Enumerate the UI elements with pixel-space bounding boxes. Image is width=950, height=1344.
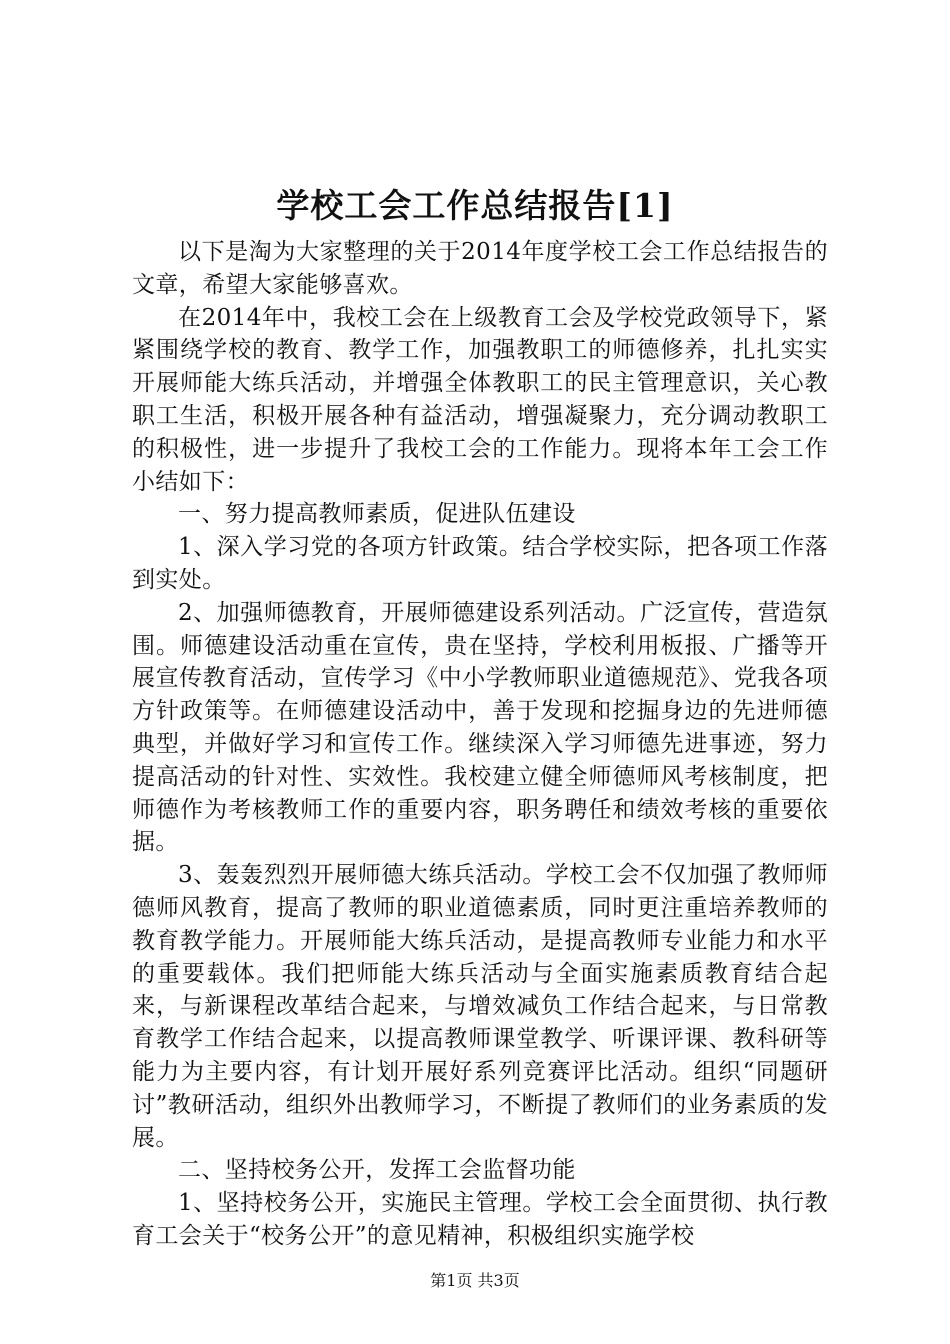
paragraph-intro: 以下是淘为大家整理的关于2014年度学校工会工作总结报告的文章，希望大家能够喜欢。	[132, 239, 828, 298]
paragraph-item-1-3: 3、轰轰烈烈开展师德大练兵活动。学校工会不仅加强了教师师德师风教育，提高了教师的职业道德素质，同时更注重培养教师的教育教学能力。开展师能大练兵活动，是提高教师专业能力和水平的重要载体。我们把师能大练兵活动与全面实施素质教育结合起来，与新课程改革结合起来，与增效减负工作结合起来，与日常教育教学工作结合起来，以提高教师课堂教学、听课评课、教科研等能力为主要内容，有计划开展好系列竞赛评比活动。组织“同题研讨”教研活动，组织外出教师学习，不断提了教师们的业务素质的发展。	[132, 862, 828, 1151]
section-heading-1: 一、努力提高教师素质，促进队伍建设	[178, 501, 576, 528]
paragraph-item-1-2: 2、加强师德教育，开展师德建设系列活动。广泛宣传，营造氛围。师德建设活动重在宣传，贵在坚持，学校利用板报、广播等开展宣传教育活动，宣传学习《中小学教师职业道德规范》、党我各项方针政策等。在师德建设活动中，善于发现和挖掘身边的先进师德典型，并做好学习和宣传工作。继续深入学习师德先进事迹，努力提高活动的针对性、实效性。我校建立健全师德师风考核制度，把师德作为考核教师工作的重要内容，职务聘任和绩效考核的重要依据。	[132, 599, 828, 856]
document-title: 学校工会工作总结报告[1]	[276, 186, 674, 225]
document-body	[132, 236, 828, 1253]
paragraph-item-2-1: 1、坚持校务公开，实施民主管理。学校工会全面贯彻、执行教育工会关于“校务公开”的意见精神，积极组织实施学校	[132, 1190, 828, 1249]
section-heading-2: 二、坚持校务公开，发挥工会监督功能	[178, 1157, 576, 1184]
page-number-footer: 第1页 共3页	[430, 1271, 520, 1290]
paragraph-overview: 在2014年中，我校工会在上级教育工会及学校党政领导下，紧紧围绕学校的教育、教学工作，加强教职工的师德修养，扎扎实实开展师能大练兵活动，并增强全体教职工的民主管理意识，关心教职工生活，积极开展各种有益活动，增强凝聚力，充分调动教职工的积极性，进一步提升了我校工会的工作能力。现将本年工会工作小结如下：	[132, 304, 828, 495]
paragraph-item-1-1: 1、深入学习党的各项方针政策。结合学校实际，把各项工作落到实处。	[132, 534, 828, 593]
